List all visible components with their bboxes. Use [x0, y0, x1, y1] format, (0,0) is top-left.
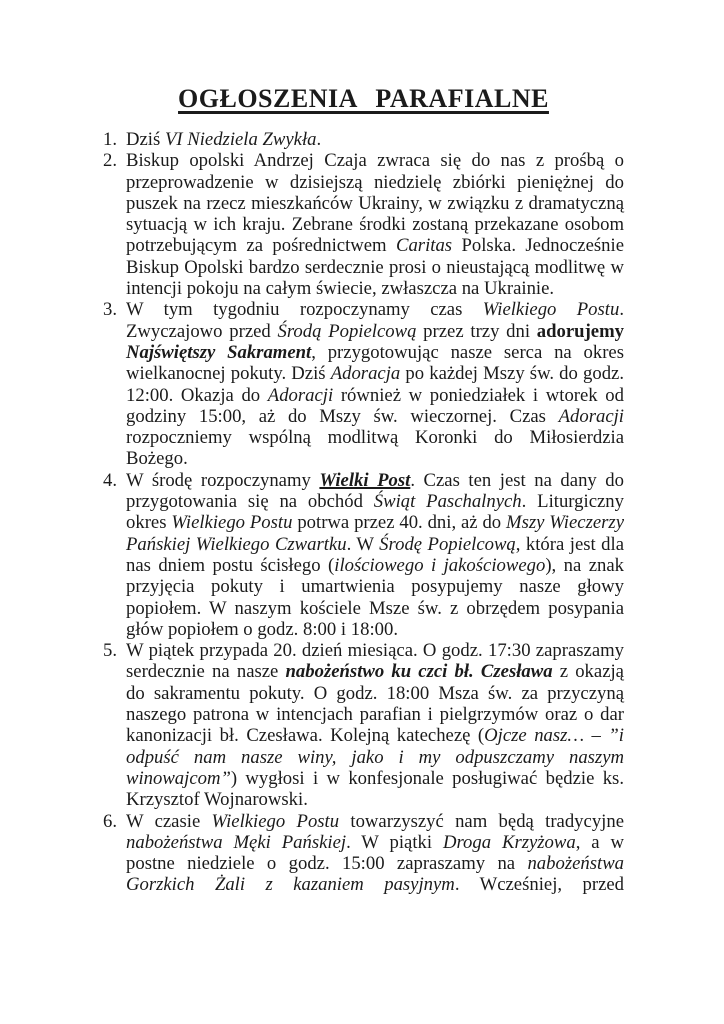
text-run: . Wcześniej, przed: [454, 874, 625, 896]
text-run: potrwa przez 40. dni, aż do: [292, 512, 506, 534]
page-title: OGŁOSZENIA PARAFIALNE: [178, 84, 549, 113]
item-text: [126, 150, 624, 299]
text-run: Adoracji: [267, 384, 334, 406]
item-text: [126, 299, 624, 469]
announcement-item: [103, 640, 624, 810]
item-number: 2.: [103, 150, 118, 172]
text-run: ) wygłosi i w konfesjonale posługiwać będzie ks. Krzysztof Wojnarowski.: [126, 767, 624, 811]
text-run: . W: [346, 533, 380, 555]
item-text: [126, 129, 624, 150]
item-number: 3.: [103, 299, 118, 321]
announcement-item: [103, 811, 624, 896]
text-run: również w poniedziałek i wtorek od godziny 15:00, aż do Mszy św. wieczornej. Czas: [126, 384, 624, 427]
text-run: Wielkiego Postu: [211, 810, 340, 832]
text-run: Caritas: [396, 235, 453, 257]
item-number: 4.: [103, 469, 118, 491]
text-run: rozpoczniemy wspólną modlitwą Koronki do Miłosierdzia Bożego.: [126, 427, 624, 470]
text-run: Polska. Jednocześnie Biskup Opolski bardzo serdecznie prosi o nieustającą modlitwę w intencji pokoju na całym świecie, zwłaszcza na Ukrainie.: [126, 235, 624, 300]
text-run: nabożeństwo ku czci bł. Czesława: [285, 661, 553, 683]
text-run: , która jest dla nas dniem postu ścisłego (: [126, 533, 624, 576]
text-run: Wielkiego Postu: [171, 512, 293, 534]
text-run: Wielki Post: [319, 469, 411, 491]
item-text: [126, 640, 624, 810]
text-run: przez trzy dni: [416, 320, 537, 342]
text-run: towarzyszyć nam będą tradycyjne: [339, 810, 624, 832]
text-run: Świąt Paschalnych: [373, 491, 522, 513]
text-run: nabożeństwa Męki Pańskiej: [126, 831, 347, 853]
text-run: .: [316, 129, 322, 150]
text-run: . Zwyczajowo przed: [126, 299, 624, 342]
text-run: Najświętszy Sakrament: [126, 341, 312, 363]
text-run: ilościowego i jakościowego: [334, 554, 546, 576]
text-run: , a w postne niedziele o godz. 15:00 zapraszamy na: [126, 831, 624, 875]
item-number: 1.: [103, 129, 118, 150]
text-run: W tym tygodniu rozpoczynamy czas: [126, 299, 483, 321]
text-run: nabożeństwa Gorzkich Żali z kazaniem pasyjnym: [126, 853, 624, 896]
text-run: W czasie: [126, 810, 212, 832]
text-run: Adoracji: [558, 405, 624, 427]
text-run: Ojcze nasz… – ”i odpuść nam nasze winy, jako i my odpuszczamy naszym winowajcom”: [126, 725, 624, 789]
item-text: [126, 470, 624, 640]
announcements-list: [103, 129, 624, 896]
text-run: . W piątki: [346, 831, 443, 853]
announcement-item: [103, 150, 624, 299]
text-run: Adoracja: [330, 363, 401, 385]
text-run: . Czas ten jest na dany do przygotowania się na obchód: [126, 469, 624, 513]
text-run: Biskup opolski Andrzej Czaja zwraca się do nas z prośbą o przeprowadzenie w dzisiejszą niedzielę zbiórki pieniężnej do puszek na rzecz mieszkańców Ukrainy, w związku z dramatyczną sytuacją w ich kraju. Zebrane środki zostaną przekazane osobom potrzebującym za pośrednictwem: [126, 150, 624, 257]
text-run: Środą Popielcową: [277, 320, 417, 342]
item-number: 5.: [103, 640, 118, 662]
text-run: . Liturgiczny okres: [126, 491, 624, 534]
text-run: Droga Krzyżowa: [442, 831, 576, 853]
text-run: Wielkiego Postu: [482, 299, 620, 321]
text-run: W piątek przypada 20. dzień miesiąca. O godz. 17:30 zapraszamy serdecznie na nasze: [126, 640, 624, 683]
text-run: , przygotowując nasze serca na okres wielkanocnej pokuty. Dziś: [126, 341, 624, 385]
text-run: po każdej Mszy św. do godz. 12:00. Okazja do: [126, 363, 625, 406]
item-number: 6.: [103, 810, 118, 832]
text-run: z okazją do sakramentu pokuty. O godz. 18:00 Msza św. za przyczyną naszego patrona w intencjach parafian i pielgrzymów oraz o dar kanonizacji bł. Czesława. Kolejną katechezę (: [126, 661, 624, 747]
announcement-item: [103, 470, 624, 640]
item-text: [126, 811, 624, 896]
announcement-item: [103, 299, 624, 469]
text-run: VI Niedziela Zwykła: [164, 129, 317, 150]
text-run: adorujemy: [536, 320, 624, 342]
text-run: Mszy Wieczerzy Pańskiej Wielkiego Czwartku: [126, 512, 624, 555]
text-run: W środę rozpoczynamy: [126, 469, 320, 491]
text-run: ), na znak przyjęcia pokuty i umartwienia posypujemy nasze głowy popiołem. W naszym kościele Msze św. z obrzędem posypania głów popiołem o godz. 8:00 i 18:00.: [126, 554, 624, 640]
text-run: Dziś: [126, 129, 165, 150]
announcement-item: [103, 129, 624, 150]
text-run: Środę Popielcową: [379, 533, 516, 555]
